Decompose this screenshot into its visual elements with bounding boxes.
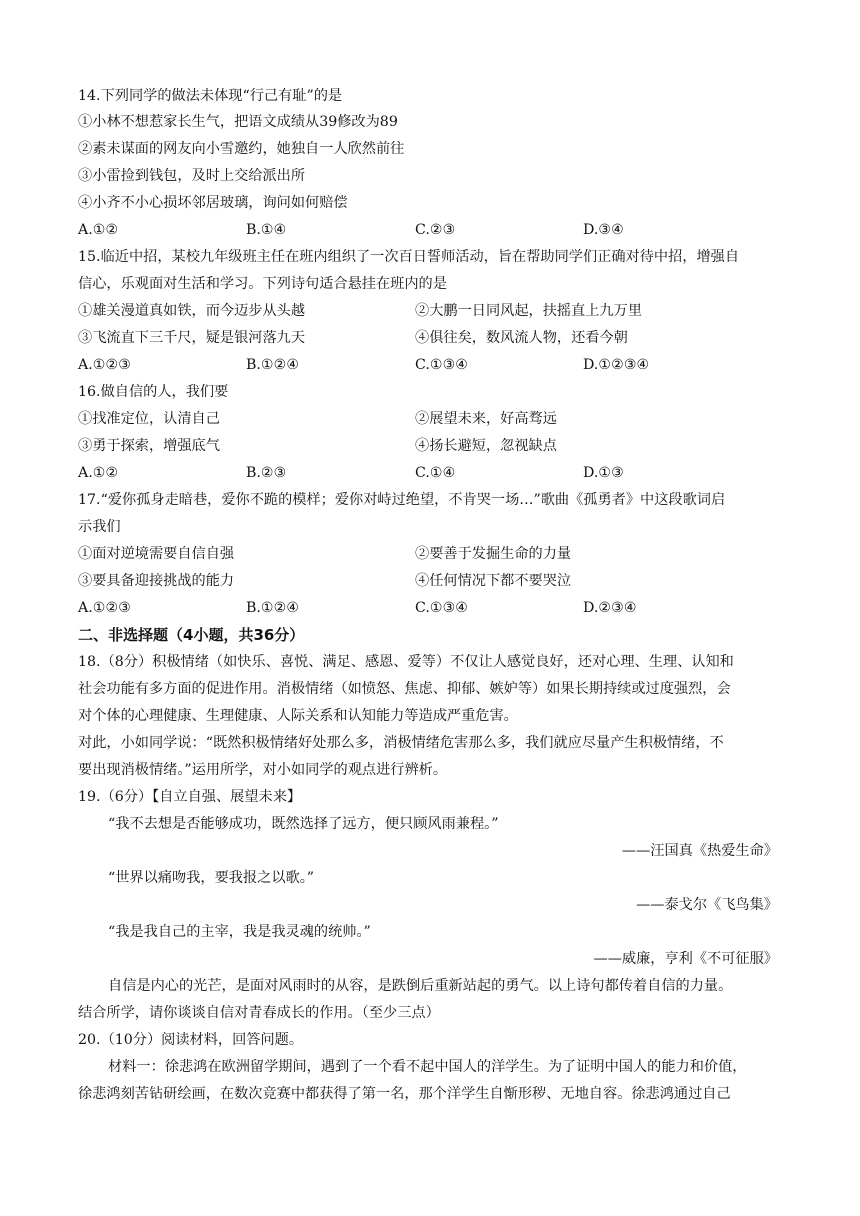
q14-item-1: ①小林不想惹家长生气，把语文成绩从39修改为89 [78,114,398,130]
q14-item-3: ③小雷捡到钱包，及时上交给派出所 [78,168,306,184]
q19-stem: 19.（6分）【自立自强、展望未来】 [78,789,302,805]
q17-stem-line-1: 17.“爱你孤身走暗巷，爱你不跪的模样；爱你对峙过绝望，不肯哭一场…”歌曲《孤勇者》中这段歌词启 [78,492,726,508]
q19-quote-2-source: ——泰戈尔《飞鸟集》 [636,897,778,913]
q18-line-4: 对此，小如同学说：“既然积极情绪好处那么多，消极情绪危害那么多，我们就应尽量产生积极情绪，不 [78,735,724,751]
q19-paragraph-line-1: 自信是内心的光芒，是面对风雨时的从容，是跌倒后重新站起的勇气。以上诗句都传着自信的力量。 [108,978,733,994]
q15-option-c: C.①③④ [415,357,469,373]
q16-stem: 16.做自信的人，我们要 [78,384,229,400]
q16-option-d: D.①③ [583,465,624,481]
q19-quote-3: “我是我自己的主宰，我是我灵魂的统帅。” [108,924,371,940]
q15-option-b: B.①②④ [246,357,300,373]
q18-line-5: 要出现消极情绪。”运用所学，对小如同学的观点进行辨析。 [78,762,448,778]
q16-option-a: A.①② [78,465,119,481]
q17-item-3: ③要具备迎接挑战的能力 [78,573,235,589]
q14-option-d: D.③④ [583,222,624,238]
q20-material-line-2: 徐悲鸿刻苦钻研绘画，在数次竞赛中都获得了第一名，那个洋学生自惭形秽、无地自容。徐悲鸿通过自己 [78,1086,731,1102]
q16-item-3: ③勇于探索，增强底气 [78,438,220,454]
q19-quote-3-source: ——威廉，亨利《不可征服》 [593,951,778,967]
q17-option-d: D.②③④ [583,600,637,616]
q19-quote-1-source: ——汪国真《热爱生命》 [621,843,778,859]
q14-stem: 14.下列同学的做法未体现“行己有耻”的是 [78,88,343,104]
q15-stem-line-1: 15.临近中招，某校九年级班主任在班内组织了一次百日誓师活动，旨在帮助同学们正确对待中招，增强自 [78,249,740,265]
q14-item-2: ②素未谋面的网友向小雪邀约，她独自一人欣然前往 [78,141,405,157]
q14-option-c: C.②③ [415,222,456,238]
section-heading: 二、非选择题（4小题，共36分） [78,626,305,644]
q17-item-4: ④任何情况下都不要哭泣 [415,573,572,589]
q18-line-1: 18.（8分）积极情绪（如快乐、喜悦、满足、感恩、爱等）不仅让人感觉良好，还对心理、生理、认知和 [78,654,734,670]
q14-option-b: B.①④ [246,222,287,238]
q17-item-1: ①面对逆境需要自信自强 [78,546,235,562]
q16-item-1: ①找准定位，认清自己 [78,411,220,427]
q14-item-4: ④小齐不小心损坏邻居玻璃，询问如何赔偿 [78,195,348,211]
q18-line-2: 社会功能有多方面的促进作用。消极情绪（如愤怒、焦虑、抑郁、嫉妒等）如果长期持续或过度强烈，会 [78,681,731,697]
q15-item-1: ①雄关漫道真如铁，而今迈步从头越 [78,303,306,319]
q20-stem: 20.（10分）阅读材料，回答问题。 [78,1032,304,1048]
q17-item-2: ②要善于发掘生命的力量 [415,546,572,562]
q15-stem-line-2: 信心，乐观面对生活和学习。下列诗句适合悬挂在班内的是 [78,276,447,292]
q17-option-a: A.①②③ [78,600,131,616]
q19-paragraph-line-2: 结合所学，请你谈谈自信对青春成长的作用。（至少三点） [78,1005,440,1021]
q17-option-b: B.①②④ [246,600,300,616]
q15-item-4: ④俱往矣，数风流人物，还看今朝 [415,330,628,346]
q15-item-3: ③飞流直下三千尺，疑是银河落九天 [78,330,306,346]
q16-option-c: C.①④ [415,465,456,481]
q17-option-c: C.①③④ [415,600,469,616]
q15-item-2: ②大鹏一日同风起，扶摇直上九万里 [415,303,643,319]
q19-quote-2: “世界以痛吻我，要我报之以歌。” [108,870,315,886]
q19-quote-1: “我不去想是否能够成功，既然选择了远方，便只顾风雨兼程。” [108,816,499,832]
q16-item-2: ②展望未来，好高骛远 [415,411,557,427]
q20-material-line-1: 材料一：徐悲鸿在欧洲留学期间，遇到了一个看不起中国人的洋学生。为了证明中国人的能力和价值， [108,1059,747,1075]
q16-option-b: B.②③ [246,465,287,481]
q15-option-a: A.①②③ [78,357,131,373]
q16-item-4: ④扬长避短，忽视缺点 [415,438,557,454]
q14-option-a: A.①② [78,222,119,238]
q18-line-3: 对个体的心理健康、生理健康、人际关系和认知能力等造成严重危害。 [78,708,518,724]
q15-option-d: D.①②③④ [583,357,650,373]
q17-stem-line-2: 示我们 [78,519,121,535]
